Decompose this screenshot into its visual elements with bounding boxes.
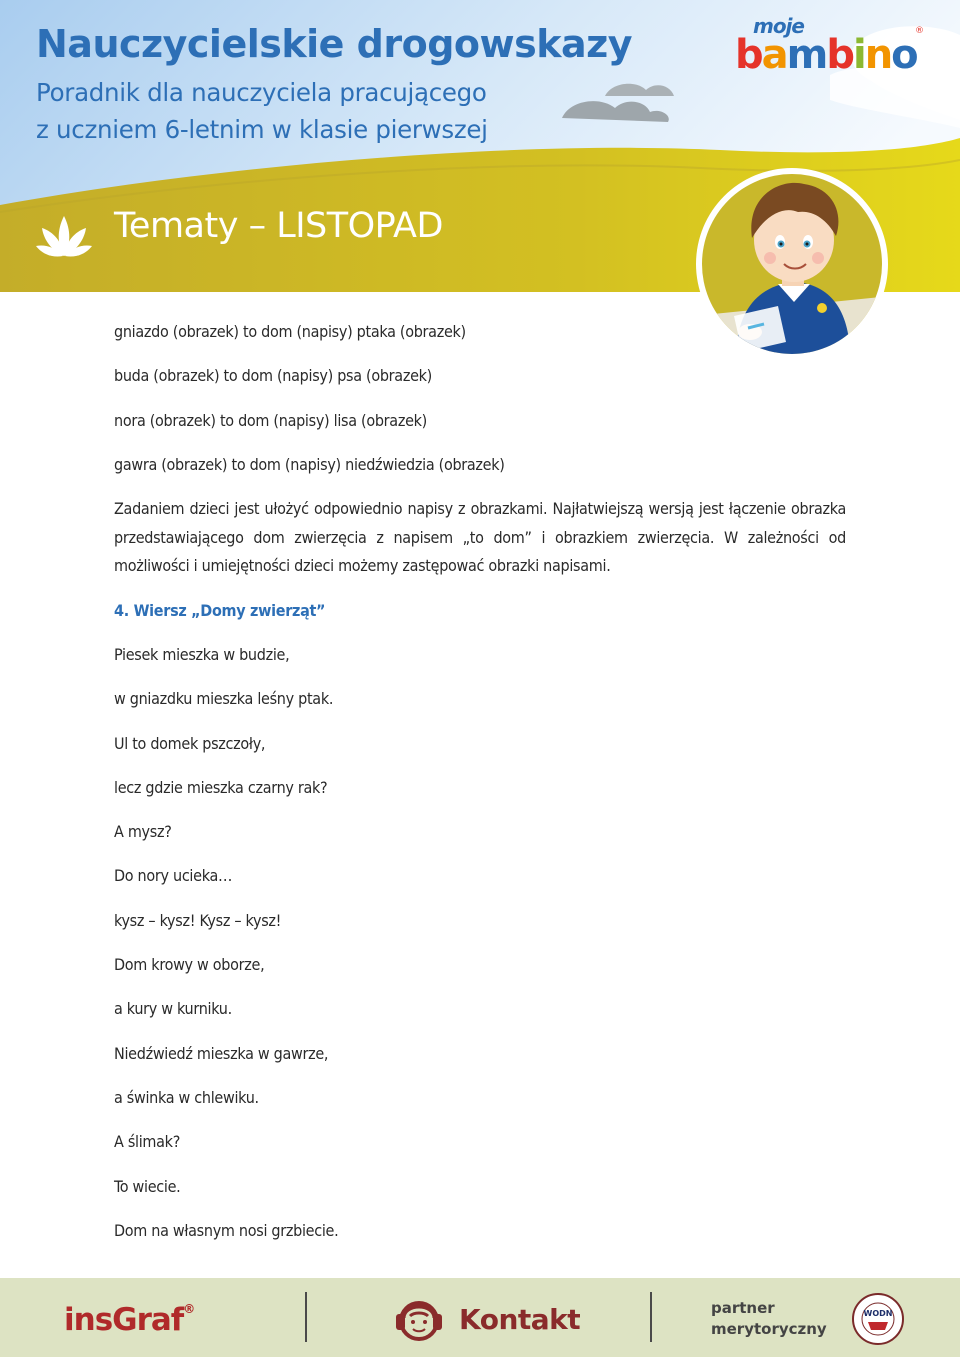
partner-label-line-2: merytoryczny	[711, 1320, 827, 1338]
headset-contact-icon[interactable]	[390, 1294, 448, 1344]
poem-line: To wiecie.	[114, 1176, 181, 1196]
poem-line: a kury w kurniku.	[114, 999, 232, 1019]
poem-line: kysz – kysz! Kysz – kysz!	[114, 910, 282, 930]
poem-line: Do nory ucieka…	[114, 866, 233, 886]
footer-divider	[305, 1292, 307, 1342]
exercise-line: nora (obrazek) to dom (napisy) lisa (obrazek)	[114, 410, 427, 430]
poem-line: Dom krowy w oborze,	[114, 955, 265, 975]
poem-line: Piesek mieszka w budzie,	[114, 644, 290, 664]
kontakt-link[interactable]: Kontakt	[459, 1303, 581, 1336]
poem-line: a świnka w chlewiku.	[114, 1087, 259, 1107]
page-subtitle	[36, 74, 488, 148]
subtitle-line-2: z uczniem 6-letnim w klasie pierwszej	[36, 115, 488, 144]
subtitle-line-1: Poradnik dla nauczyciela pracującego	[36, 78, 487, 107]
month-title: Tematy – LISTOPAD	[114, 206, 443, 246]
logo-main-text: bambino	[735, 32, 917, 78]
wodn-seal-text: WODN	[863, 1309, 893, 1318]
poem-line: w gniazdku mieszka leśny ptak.	[114, 689, 334, 709]
page-header	[0, 0, 960, 365]
poem-line: lecz gdzie mieszka czarny rak?	[114, 777, 328, 797]
insgraf-registered-mark: ®	[183, 1302, 195, 1316]
logo-small-text: moje	[753, 14, 804, 38]
leaf-icon	[36, 212, 92, 258]
poem-line: A ślimak?	[114, 1132, 181, 1152]
partner-label	[711, 1298, 827, 1340]
section-heading: 4. Wiersz „Domy zwierząt”	[114, 600, 326, 620]
moje-bambino-logo	[733, 16, 928, 76]
insgraf-logo[interactable]	[64, 1302, 194, 1338]
exercise-line: buda (obrazek) to dom (napisy) psa (obrazek)	[114, 366, 432, 386]
poem-line: Ul to domek pszczoły,	[114, 733, 266, 753]
exercise-line: gniazdo (obrazek) to dom (napisy) ptaka (obrazek)	[114, 322, 466, 341]
poem-line: Niedźwiedź mieszka w gawrze,	[114, 1043, 329, 1063]
page-title: Nauczycielskie drogowskazy	[36, 22, 633, 66]
insgraf-logo-text: insGraf	[64, 1302, 184, 1338]
partner-label-line-1: partner	[711, 1299, 775, 1317]
logo-registered-mark: ®	[915, 26, 924, 36]
page-content	[114, 318, 846, 1261]
footer-divider	[650, 1292, 652, 1342]
poem	[114, 641, 846, 1261]
page-footer	[0, 1278, 960, 1357]
instruction-paragraph: Zadaniem dzieci jest ułożyć odpowiednio napisy z obrazkami. Najłatwiejszą wersją jest łączenie obrazka przedstawiającego dom zwierzęcia z napisem „to dom” i obrazkiem zwierzęcia. W zależności od możliwości i umiejętności dzieci możemy zastępować obrazki napisami.	[114, 499, 846, 576]
exercise-line: gawra (obrazek) to dom (napisy) niedźwiedzia (obrazek)	[114, 454, 505, 474]
poem-line: A mysz?	[114, 822, 172, 842]
poem-line: Dom na własnym nosi grzbiecie.	[114, 1220, 339, 1240]
wodn-seal-icon[interactable]	[851, 1292, 905, 1346]
